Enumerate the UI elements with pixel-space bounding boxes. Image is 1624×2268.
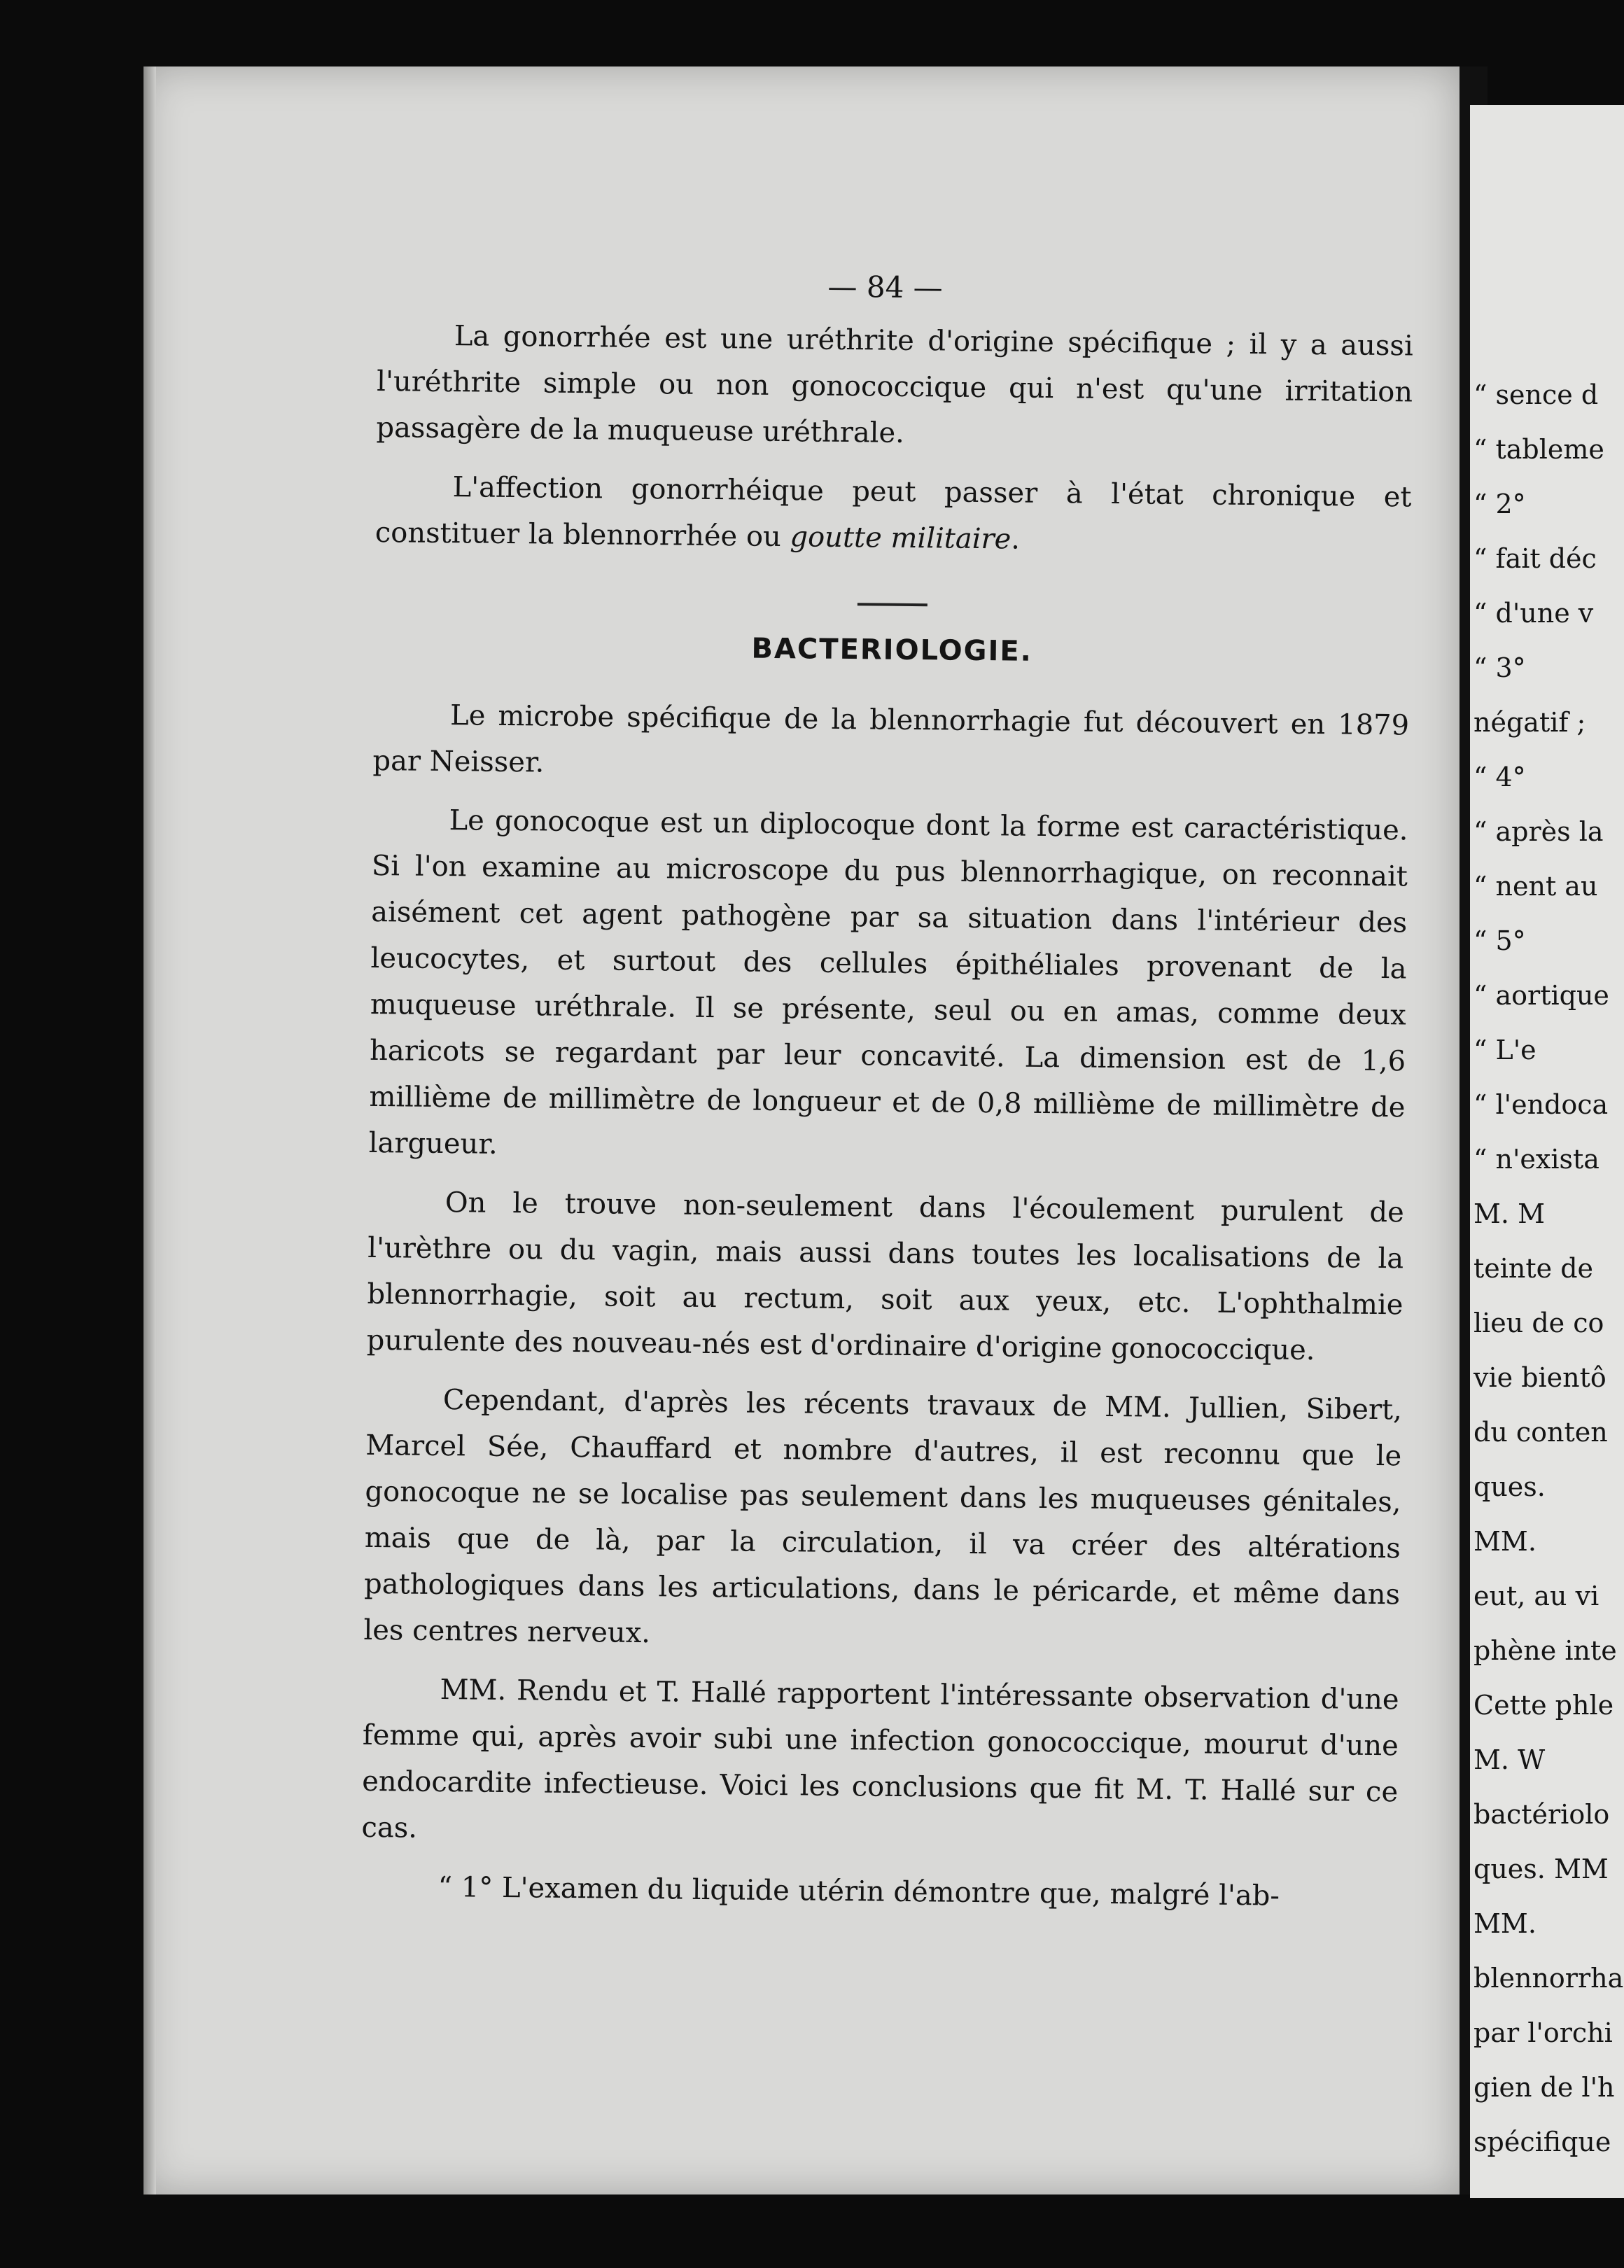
facing-page-line: M. M bbox=[1474, 1198, 1545, 1229]
paragraph-microbe: Le microbe spécifique de la blennorrhagie fut découvert en 1879 par Neisser. bbox=[372, 699, 1410, 779]
facing-page-line: du conten bbox=[1474, 1417, 1608, 1448]
page-text-block bbox=[360, 259, 1414, 1933]
page-number: — 84 — bbox=[827, 269, 943, 305]
paragraph-cependant: Cependant, d'après les récents travaux de MM. Jullien, Sibert, Marcel Sée, Chauffard et nombre d'autres, il est reconnu que le gonocoque ne se localise pas seulement dans les muqueuses génitales, mais que de là, par la circulation, il va créer des altérations pathologiques dans les articulations, dans le péricarde, et même dans les centres nerveux. bbox=[363, 1384, 1403, 1650]
paragraph-rendu-halle: MM. Rendu et T. Hallé rapportent l'intéressante observation d'une femme qui, après avoir subi une infection gonococcique, mourut d'une endocardite infectieuse. Voici les conclusions que fit M. T. Hallé sur ce cas. bbox=[361, 1674, 1399, 1844]
facing-page-line: “ sence d bbox=[1474, 379, 1599, 410]
facing-page-line: “ après la bbox=[1474, 816, 1604, 847]
facing-page-line: vie bientô bbox=[1474, 1362, 1606, 1393]
paragraph-affection-end: . bbox=[1011, 523, 1021, 556]
paragraph-gonorrhee: La gonorrhée est une uréthrite d'origine spécifique ; il y a aussi l'uréthrite simple ou non gonococcique qui n'est qu'une irritation passagère de la muqueuse uréthrale. bbox=[376, 320, 1414, 449]
facing-page-line: “ tableme bbox=[1474, 434, 1604, 465]
facing-page-line: “ 4° bbox=[1474, 762, 1526, 792]
facing-page-line: par l'orchi bbox=[1474, 2017, 1613, 2048]
facing-page-line: “ 2° bbox=[1474, 489, 1526, 519]
italic-term: goutte militaire bbox=[790, 521, 1011, 556]
facing-page-line: ques. bbox=[1474, 1471, 1546, 1502]
facing-page-line: M. W bbox=[1474, 1744, 1546, 1775]
page-edge-shadow bbox=[144, 66, 156, 2194]
paragraph-affection-start: L'affection gonorrhéique peut passer à l'état chronique et constituer la blennorrhée ou bbox=[374, 471, 1412, 554]
facing-page-line: “ d'une v bbox=[1474, 598, 1594, 629]
facing-page-line: “ l'endoca bbox=[1474, 1089, 1609, 1120]
facing-page-line: eut, au vi bbox=[1474, 1581, 1600, 1611]
facing-page-line: teinte de bbox=[1474, 1253, 1594, 1284]
facing-page-line: blennorrha bbox=[1474, 1963, 1624, 1994]
facing-page-line: “ 3° bbox=[1474, 652, 1526, 683]
facing-page-line: MM. bbox=[1474, 1908, 1536, 1939]
facing-page-line: Cette phle bbox=[1474, 1690, 1614, 1721]
paragraph-conclusion-1: “ 1° L'examen du liquide utérin démontre que, malgré l'ab- bbox=[438, 1871, 1280, 1912]
facing-page-line: phène inte bbox=[1474, 1635, 1617, 1666]
paragraph-affection bbox=[375, 463, 1412, 566]
section-heading: BACTERIOLOGIE. bbox=[751, 632, 1033, 668]
facing-page-line: “ n'exista bbox=[1474, 1144, 1600, 1175]
facing-page-line: négatif ; bbox=[1474, 707, 1586, 738]
facing-page-line: “ fait déc bbox=[1474, 543, 1597, 574]
facing-page-line: gien de l'h bbox=[1474, 2072, 1615, 2103]
facing-page-line: “ 5° bbox=[1474, 925, 1526, 956]
paragraph-localisation: On le trouve non-seulement dans l'écoulement purulent de l'urèthre ou du vagin, mais aussi dans toutes les localisations de la blennorrhagie, soit au rectum, soit aux yeux, etc. L'ophthalmie purulente des nouveau-nés est d'ordinaire d'origine gonococcique. bbox=[366, 1186, 1405, 1367]
paragraph-gonocoque: Le gonocoque est un diplocoque dont la forme est caractéristique. Si l'on examine au microscope du pus blennorrhagique, on reconnait aisément cet agent pathogène par sa situation dans l'intérieur des leucocytes, et surtout des cellules épithéliales provenant de la muqueuse uréthrale. Il se présente, seul ou en amas, comme deux haricots se regardant par leur concavité. La dimension est de 1,6 millième de millimètre de longueur et de 0,8 millième de millimètre de largueur. bbox=[368, 804, 1408, 1161]
facing-page-text bbox=[1474, 368, 1624, 2169]
facing-page-line: MM. bbox=[1474, 1526, 1536, 1557]
facing-page-line: lieu de co bbox=[1474, 1308, 1604, 1338]
facing-page-line: bactériolo bbox=[1474, 1799, 1610, 1830]
facing-page-line: “ L'e bbox=[1474, 1035, 1536, 1065]
section-rule bbox=[858, 603, 927, 606]
facing-page-line: ques. MM bbox=[1474, 1854, 1609, 1884]
facing-page-line: “ aortique bbox=[1474, 980, 1609, 1011]
facing-page-line: spécifique bbox=[1474, 2127, 1611, 2157]
facing-page-line: “ nent au bbox=[1474, 871, 1598, 902]
